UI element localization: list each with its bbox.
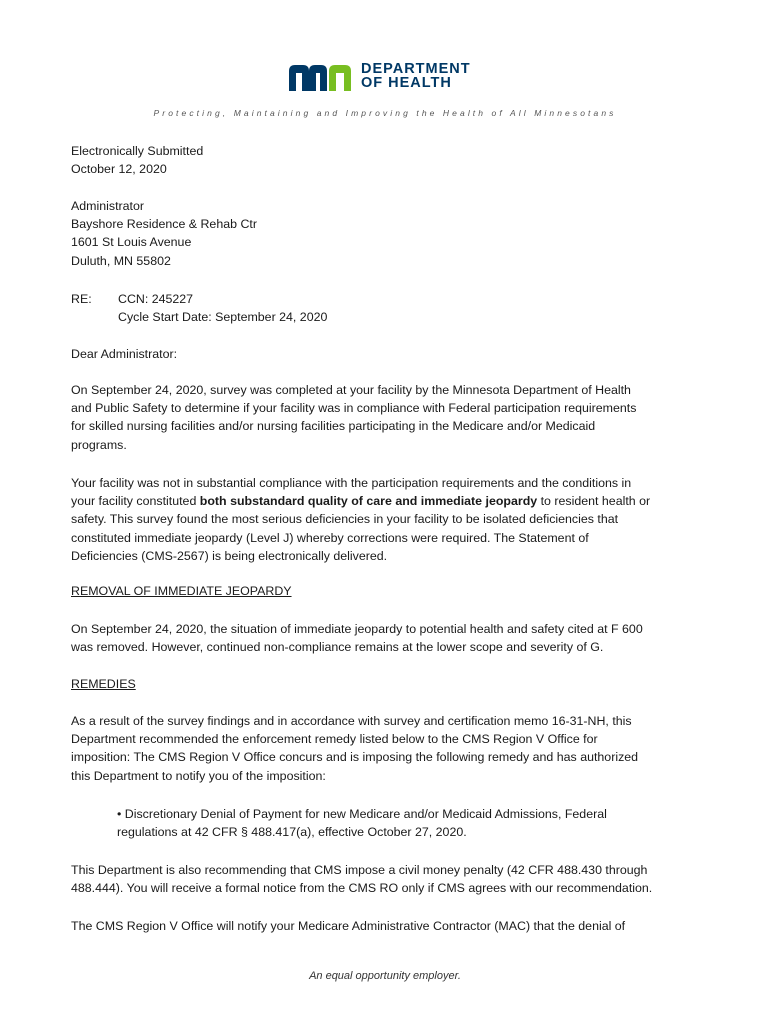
re-cycle-start: Cycle Start Date: September 24, 2020 xyxy=(118,310,328,325)
text-run: to resident health or xyxy=(537,494,651,509)
paragraph-line: Your facility was not in substantial compliance with the participation requirements and the conditions in xyxy=(71,476,632,490)
submission-method: Electronically Submitted xyxy=(71,144,204,158)
department-line-1: DEPARTMENT xyxy=(361,61,471,77)
address-facility: Bayshore Residence & Rehab Ctr xyxy=(71,217,257,232)
paragraph-line: On September 24, 2020, the situation of immediate jeopardy to potential health and safety cited at F 600 xyxy=(71,622,643,636)
salutation: Dear Administrator: xyxy=(71,347,178,361)
submission-block xyxy=(71,142,711,178)
address-title: Administrator xyxy=(71,199,144,213)
department-name xyxy=(361,62,471,90)
paragraph-line: imposition: The CMS Region V Office concurs and is imposing the following remedy and has authorized xyxy=(71,750,639,765)
paragraph-line: constituted immediate jeopardy (Level J) whereby corrections were required. The Statement of xyxy=(71,530,589,545)
paragraph-line: Deficiencies (CMS-2567) is being electronically delivered. xyxy=(71,548,388,563)
re-label: RE: xyxy=(71,292,92,306)
paragraph-line: This Department is also recommending that CMS impose a civil money penalty (42 CFR 488.430 through xyxy=(71,863,648,877)
paragraph-mac xyxy=(71,917,711,935)
paragraph-remedies xyxy=(71,712,711,785)
paragraph-survey xyxy=(71,381,711,454)
paragraph-line: On September 24, 2020, survey was completed at your facility by the Minnesota Department of Health xyxy=(71,383,631,397)
paragraph-line: The CMS Region V Office will notify your Medicare Administrative Contractor (MAC) that the denial of xyxy=(71,919,626,933)
paragraph-line: As a result of the survey findings and in accordance with survey and certification memo 16-31-NH, this xyxy=(71,714,632,728)
address-street: 1601 St Louis Avenue xyxy=(71,235,192,250)
re-ccn: CCN: 245227 xyxy=(118,292,194,306)
heading-removal: REMOVAL OF IMMEDIATE JEOPARDY xyxy=(71,584,292,598)
bullet-remedy xyxy=(117,805,607,841)
paragraph-line xyxy=(71,492,711,510)
bold-emphasis: both substandard quality of care and immediate jeopardy xyxy=(199,494,538,509)
letter-date: October 12, 2020 xyxy=(71,162,167,177)
paragraph-line: programs. xyxy=(71,437,127,452)
text-run: your facility constituted xyxy=(71,494,200,509)
address-block xyxy=(71,197,711,270)
paragraph-line: for skilled nursing facilities and/or nursing facilities participating in the Medicare and/or Medicaid xyxy=(71,419,596,434)
paragraph-line: this Department to notify you of the imposition: xyxy=(71,768,326,783)
paragraph-compliance xyxy=(71,474,711,565)
mn-logo-icon xyxy=(289,63,357,91)
bullet-line: • Discretionary Denial of Payment for new Medicare and/or Medicaid Admissions, Federal xyxy=(117,807,607,821)
paragraph-line: Department recommended the enforcement remedy listed below to the CMS Region V Office for xyxy=(71,732,598,747)
paragraph-line: 488.444). You will receive a formal notice from the CMS RO only if CMS agrees with our recommendation. xyxy=(71,881,653,896)
footer: An equal opportunity employer. xyxy=(309,970,461,982)
tagline: Protecting, Maintaining and Improving the Health of All Minnesotans xyxy=(153,108,617,118)
paragraph-line: and Public Safety to determine if your facility was in compliance with Federal participation requirements xyxy=(71,401,637,416)
bullet-line: regulations at 42 CFR § 488.417(a), effective October 27, 2020. xyxy=(117,825,467,840)
paragraph-removal xyxy=(71,620,711,656)
heading-remedies: REMEDIES xyxy=(71,677,136,691)
letterhead xyxy=(0,58,770,103)
paragraph-line: safety. This survey found the most serious deficiencies in your facility to be isolated deficiencies that xyxy=(71,512,619,527)
paragraph-line: was removed. However, continued non-compliance remains at the lower scope and severity of G. xyxy=(71,640,604,655)
address-city: Duluth, MN 55802 xyxy=(71,253,171,268)
department-line-2: OF HEALTH xyxy=(361,75,452,91)
paragraph-cmp xyxy=(71,861,711,897)
